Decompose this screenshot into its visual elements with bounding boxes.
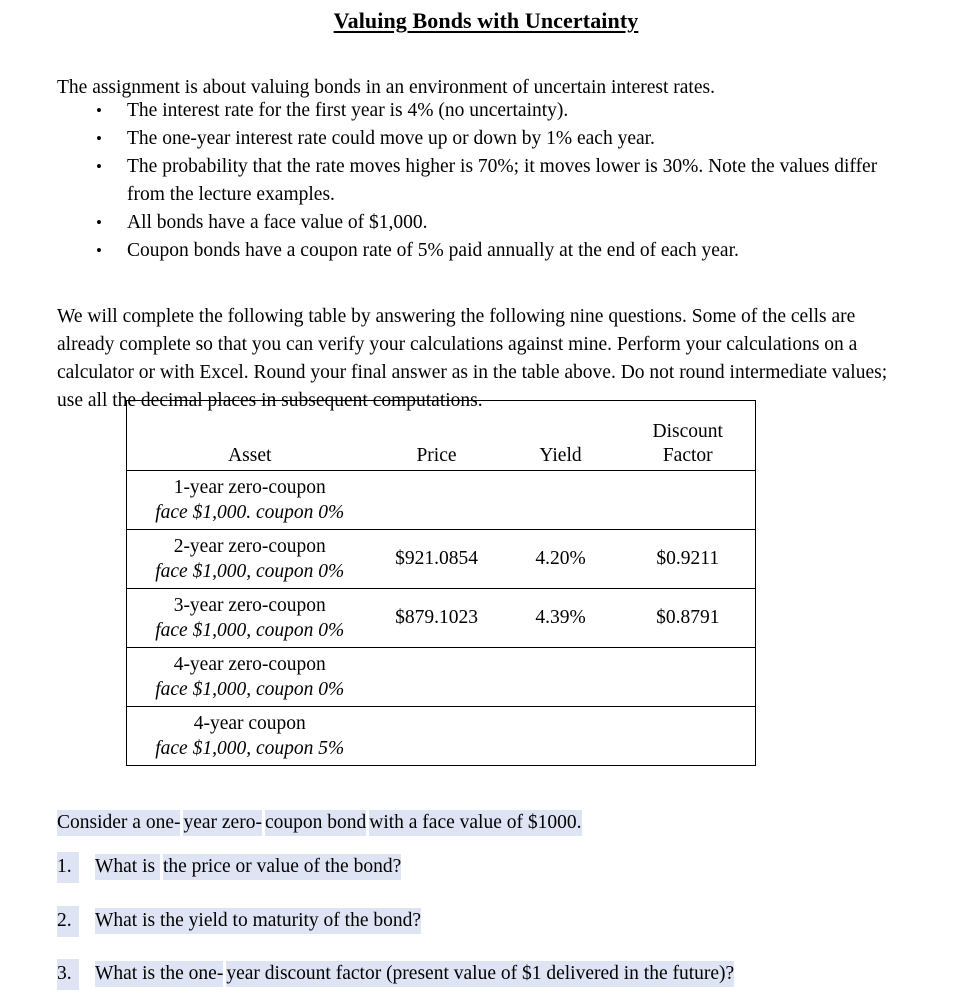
question-number: 3. bbox=[57, 959, 79, 990]
cell-discount-factor bbox=[621, 648, 756, 707]
cell-asset bbox=[127, 471, 373, 530]
bullet-icon: • bbox=[96, 101, 102, 120]
cell-price bbox=[373, 707, 501, 766]
highlighted-text-segment: What is bbox=[95, 854, 160, 880]
question-item-1 bbox=[57, 852, 401, 883]
cell-yield: 4.20% bbox=[501, 530, 621, 589]
column-header-asset: Asset bbox=[127, 401, 373, 471]
list-item-text: The probability that the rate moves higher is 70%; it moves lower is 30%. Note the values differ from the lecture examples. bbox=[127, 156, 878, 205]
cell-discount-factor bbox=[621, 707, 756, 766]
table-row bbox=[127, 648, 756, 707]
bullet-icon: • bbox=[96, 213, 102, 232]
table-row bbox=[127, 589, 756, 648]
asset-name: 1-year zero-coupon bbox=[173, 477, 326, 498]
page-title bbox=[0, 8, 972, 34]
list-item bbox=[96, 237, 887, 265]
instructions-paragraph: We will complete the following table by answering the following nine questions. Some of the cells are already complete so that you can verify your calculations against mine. Perform your calculations on a calculator or with Excel. Round your final answer as in the table above. Do not round intermediate values; use all the decimal places in subsequent computations. bbox=[57, 305, 888, 411]
list-item-text: The interest rate for the first year is 4% (no uncertainty). bbox=[127, 100, 569, 121]
column-header-discount-factor bbox=[621, 401, 756, 471]
question-number: 1. bbox=[57, 852, 79, 883]
intro-paragraph: The assignment is about valuing bonds in an environment of uncertain interest rates. bbox=[57, 76, 715, 98]
cell-price bbox=[373, 471, 501, 530]
cell-yield: 4.39% bbox=[501, 589, 621, 648]
list-item bbox=[96, 125, 887, 153]
asset-sub: face $1,000, coupon 0% bbox=[155, 620, 345, 641]
page-title-text: Valuing Bonds with Uncertainty bbox=[333, 8, 639, 33]
discount-factor-line-2: Factor bbox=[662, 445, 713, 466]
column-header-yield: Yield bbox=[501, 401, 621, 471]
cell-yield bbox=[501, 471, 621, 530]
cell-discount-factor bbox=[621, 471, 756, 530]
bullet-icon: • bbox=[96, 129, 102, 148]
cell-price: $921.0854 bbox=[373, 530, 501, 589]
cell-yield bbox=[501, 707, 621, 766]
list-item bbox=[96, 153, 887, 209]
question-number: 2. bbox=[57, 906, 79, 937]
list-item bbox=[96, 97, 887, 125]
asset-name: 4-year coupon bbox=[193, 713, 306, 734]
highlighted-text-segment: What is the yield to maturity of the bond? bbox=[95, 908, 421, 934]
list-item-text: The one-year interest rate could move up or down by 1% each year. bbox=[127, 128, 655, 149]
cell-discount-factor: $0.9211 bbox=[621, 530, 756, 589]
discount-factor-line-1: Discount bbox=[652, 421, 723, 442]
highlighted-text-segment: year zero- bbox=[183, 810, 261, 836]
asset-name: 4-year zero-coupon bbox=[173, 654, 326, 675]
cell-discount-factor: $0.8791 bbox=[621, 589, 756, 648]
highlighted-text-segment: year discount factor (present value of $1 delivered in the future)? bbox=[226, 961, 734, 987]
asset-table bbox=[126, 400, 756, 766]
table-row bbox=[127, 707, 756, 766]
question-item-2 bbox=[57, 906, 421, 937]
table-header-row bbox=[127, 401, 756, 471]
cell-asset bbox=[127, 589, 373, 648]
table-row bbox=[127, 530, 756, 589]
asset-sub: face $1,000. coupon 0% bbox=[155, 502, 345, 523]
list-item-text: All bonds have a face value of $1,000. bbox=[127, 212, 428, 233]
bullet-icon: • bbox=[96, 157, 102, 176]
assumptions-bullet-list bbox=[0, 97, 972, 265]
bullet-icon: • bbox=[96, 241, 102, 260]
cell-asset bbox=[127, 648, 373, 707]
cell-asset bbox=[127, 530, 373, 589]
question-item-3 bbox=[57, 959, 734, 990]
questions-intro-line bbox=[57, 810, 582, 836]
highlighted-text-segment: the price or value of the bond? bbox=[163, 854, 401, 880]
asset-table-container bbox=[126, 400, 755, 766]
cell-yield bbox=[501, 648, 621, 707]
highlighted-text-segment: What is the one- bbox=[95, 961, 223, 987]
cell-price: $879.1023 bbox=[373, 589, 501, 648]
asset-name: 2-year zero-coupon bbox=[173, 536, 326, 557]
highlighted-text-segment: with a face value of $1000. bbox=[369, 810, 581, 836]
highlighted-text-segment: coupon bond bbox=[265, 810, 366, 836]
asset-sub: face $1,000, coupon 0% bbox=[155, 679, 345, 700]
cell-price bbox=[373, 648, 501, 707]
list-item bbox=[96, 209, 887, 237]
list-item-text: Coupon bonds have a coupon rate of 5% paid annually at the end of each year. bbox=[127, 240, 739, 261]
cell-asset bbox=[127, 707, 373, 766]
asset-sub: face $1,000, coupon 5% bbox=[155, 738, 345, 759]
asset-name: 3-year zero-coupon bbox=[173, 595, 326, 616]
column-header-price: Price bbox=[373, 401, 501, 471]
highlighted-text-segment: Consider a one- bbox=[57, 810, 180, 836]
asset-sub: face $1,000, coupon 0% bbox=[155, 561, 345, 582]
table-row bbox=[127, 471, 756, 530]
